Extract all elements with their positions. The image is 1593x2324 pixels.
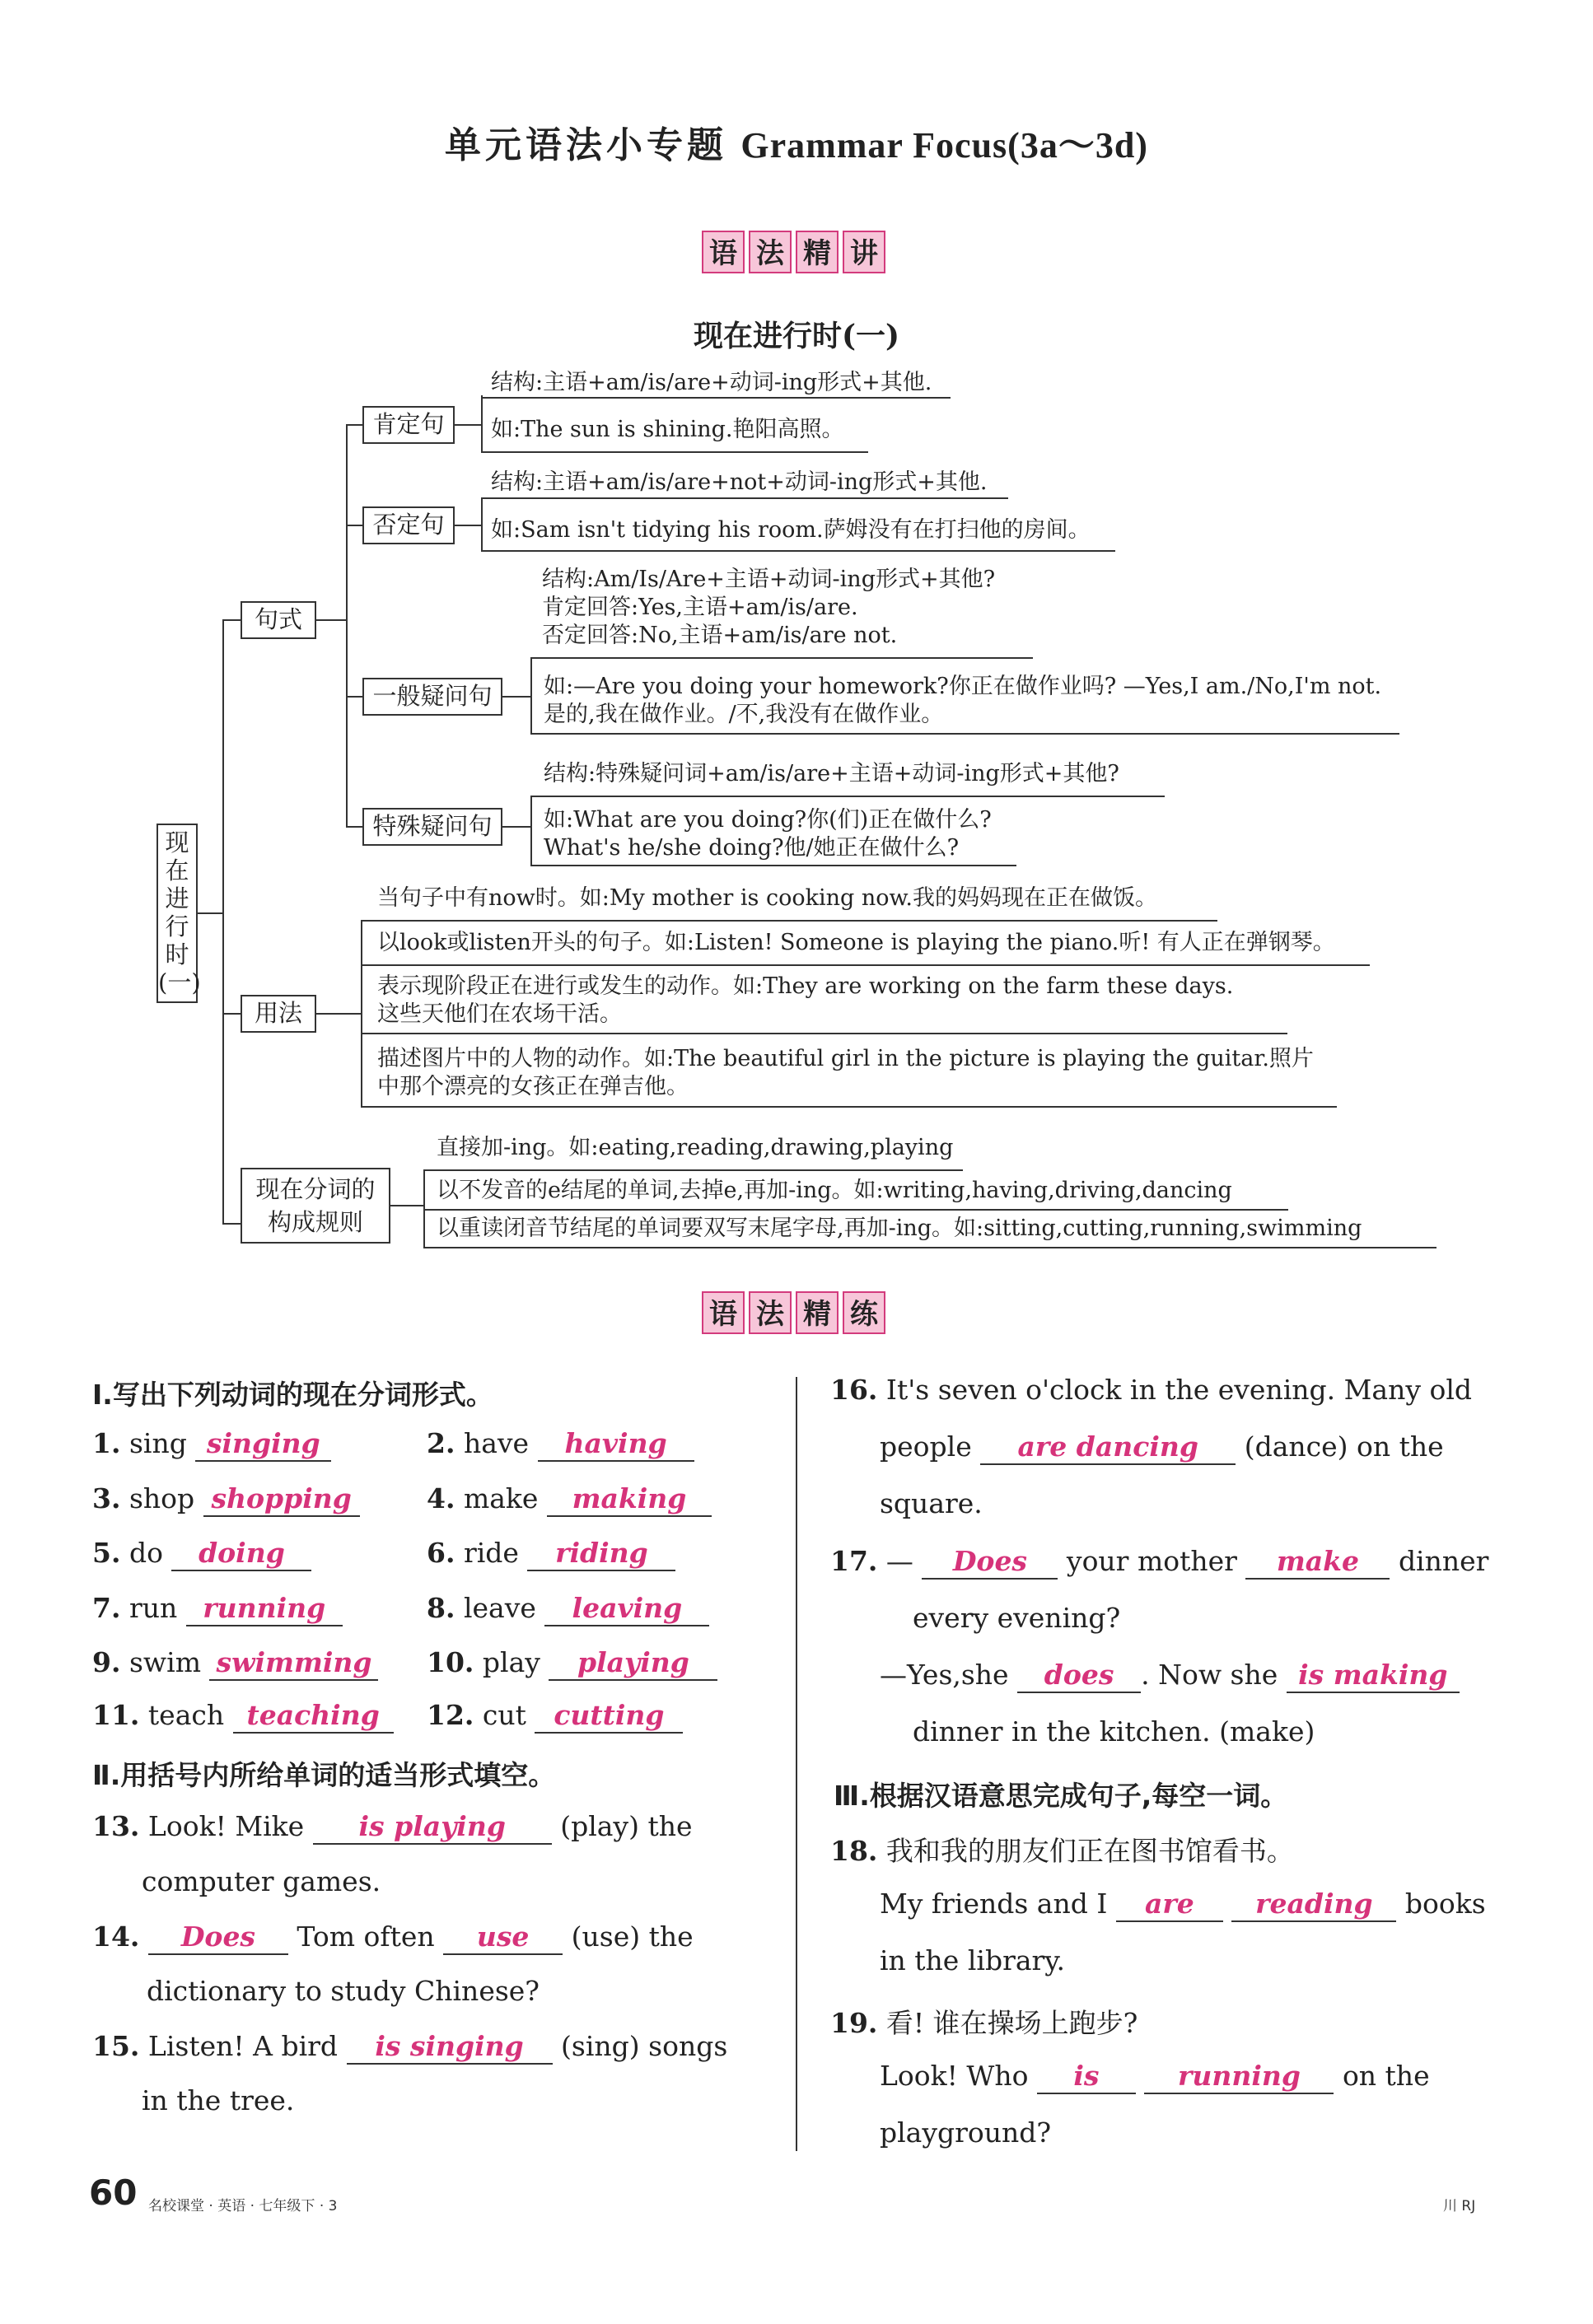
badge-char: 讲 (843, 231, 885, 273)
usage-picture-cn: 中那个漂亮的女孩正在弹吉他。 (377, 1074, 689, 1099)
question-19: 19. 看! 谁在操场上跑步? (830, 2007, 1138, 2039)
branch-usage: 用法 (241, 995, 316, 1033)
question-13-line2: computer games. (142, 1865, 381, 1897)
usage-current-period-cn: 这些天他们在农场干活。 (377, 1001, 622, 1027)
question-17-line3: —Yes,she does . Now she is making (880, 1659, 1460, 1693)
section2-title: Ⅱ.用括号内所给单词的适当形式填空。 (92, 1759, 556, 1791)
book-info: 名校课堂 · 英语 · 七年级下 · 3 (148, 2198, 338, 2214)
answer-blank[interactable]: riding (527, 1537, 675, 1571)
badge-char: 语 (702, 1291, 745, 1334)
badge-char: 语 (702, 231, 745, 273)
participle-rule-2: 以不发音的e结尾的单词,去掉e,再加-ing。如:writing,having,driving,dancing (437, 1178, 1232, 1203)
negative-structure: 结构:主语+am/is/are+not+动词-ing形式+其他. (491, 469, 988, 495)
usage-look-listen: 以look或listen开头的句子。如:Listen! Someone is playing the piano.听! 有人正在弹钢琴。 (377, 930, 1335, 955)
answer-blank[interactable]: use (443, 1920, 563, 1955)
question-16-line3: square. (880, 1487, 983, 1519)
participle-rule-3: 以重读闭音节结尾的单词要双写末尾字母,再加-ing。如:sitting,cutting,running,swimming (437, 1216, 1362, 1241)
question-16: 16. It's seven o'clock in the evening. Many old (830, 1374, 1473, 1406)
badge-char: 法 (749, 1291, 792, 1334)
list-item: 1. sing singing (92, 1427, 331, 1462)
special-question-example1: 如:What are you doing?你(们)正在做什么? (544, 807, 992, 833)
answer-blank[interactable]: cutting (535, 1699, 683, 1734)
list-item: 5. do doing (92, 1537, 311, 1571)
question-18-line2: My friends and I are reading books (880, 1888, 1486, 1922)
badge-char: 精 (796, 231, 839, 273)
answer-blank[interactable]: playing (549, 1646, 717, 1681)
question-18: 18. 我和我的朋友们正在图书馆看书。 (830, 1835, 1294, 1867)
diagram-subtitle: 现在进行时(一) (693, 319, 900, 353)
answer-blank[interactable]: is making (1287, 1659, 1460, 1693)
badge-char: 精 (796, 1291, 839, 1334)
general-question-label: 一般疑问句 (362, 678, 502, 716)
general-question-example2: 是的,我在做作业。/不,我没有在做作业。 (544, 702, 944, 727)
answer-blank[interactable]: is (1037, 2060, 1136, 2094)
question-18-line3: in the library. (880, 1944, 1066, 1976)
page-title (0, 115, 1593, 168)
special-question-example2: What's he/she doing?他/她正在做什么? (544, 835, 960, 861)
list-item: 10. play playing (427, 1646, 717, 1681)
answer-blank[interactable]: having (538, 1427, 694, 1462)
list-item: 12. cut cutting (427, 1699, 683, 1734)
title-en: Grammar Focus(3a～3d) (740, 125, 1148, 166)
page-number: 60 (89, 2172, 138, 2213)
question-16-line2: people are dancing (dance) on the (880, 1430, 1444, 1465)
answer-blank[interactable]: running (186, 1592, 343, 1626)
list-item: 9. swim swimming (92, 1646, 378, 1681)
question-14: 14. Does Tom often use (use) the (92, 1920, 694, 1955)
badge-grammar-explain (702, 231, 885, 273)
badge-char: 法 (749, 231, 792, 273)
question-19-line3: playground? (880, 2116, 1052, 2149)
answer-blank[interactable]: shopping (203, 1482, 360, 1517)
participle-rule-1: 直接加-ing。如:eating,reading,drawing,playing (437, 1135, 954, 1160)
answer-blank[interactable]: does (1017, 1659, 1141, 1693)
special-question-label: 特殊疑问句 (362, 808, 502, 846)
question-15: 15. Listen! A bird is singing (sing) songs (92, 2030, 727, 2065)
general-question-example1: 如:—Are you doing your homework?你正在做作业吗? —Yes,I am./No,I'm not. (544, 674, 1382, 699)
answer-blank[interactable]: teaching (233, 1699, 394, 1734)
badge-grammar-practice (702, 1291, 885, 1334)
usage-now: 当句子中有now时。如:My mother is cooking now.我的妈妈现在正在做饭。 (377, 885, 1157, 911)
general-question-structure: 结构:Am/Is/Are+主语+动词-ing形式+其他? (542, 567, 996, 592)
question-17: 17. — Does your mother make dinner (830, 1545, 1488, 1580)
answer-blank[interactable]: running (1144, 2060, 1334, 2094)
branch-sentence: 句式 (241, 601, 316, 639)
general-question-no: 否定回答:No,主语+am/is/are not. (542, 623, 898, 648)
list-item: 3. shop shopping (92, 1482, 360, 1517)
answer-blank[interactable]: swimming (209, 1646, 378, 1681)
title-cn: 单元语法小专题 (445, 124, 728, 166)
list-item: 4. make making (427, 1482, 712, 1517)
answer-blank[interactable]: is singing (347, 2030, 553, 2065)
list-item: 6. ride riding (427, 1537, 675, 1571)
answer-blank[interactable]: Does (148, 1920, 288, 1955)
section3-title: Ⅲ.根据汉语意思完成句子,每空一词。 (834, 1780, 1288, 1812)
answer-blank[interactable]: doing (171, 1537, 311, 1571)
answer-blank[interactable]: is playing (313, 1810, 552, 1845)
badge-char: 练 (843, 1291, 885, 1334)
affirmative-label: 肯定句 (362, 406, 455, 444)
question-13: 13. Look! Mike is playing (play) the (92, 1810, 693, 1845)
section1-title: Ⅰ.写出下列动词的现在分词形式。 (92, 1379, 493, 1411)
answer-blank[interactable]: leaving (544, 1592, 709, 1626)
list-item: 7. run running (92, 1592, 343, 1626)
question-17-line4: dinner in the kitchen. (make) (913, 1715, 1315, 1748)
answer-blank[interactable]: are (1116, 1888, 1223, 1922)
branch-participle: 现在分词的构成规则 (241, 1168, 390, 1244)
root-node: 现在进行时(一) (156, 824, 198, 1003)
usage-picture: 描述图片中的人物的动作。如:The beautiful girl in the picture is playing the guitar.照片 (377, 1046, 1314, 1071)
question-14-line2: dictionary to study Chinese? (147, 1975, 540, 2007)
list-item: 8. leave leaving (427, 1592, 709, 1626)
negative-label: 否定句 (362, 506, 455, 544)
special-question-structure: 结构:特殊疑问词+am/is/are+主语+动词-ing形式+其他? (544, 761, 1119, 786)
affirmative-example: 如:The sun is shining.艳阳高照。 (491, 417, 844, 442)
answer-blank[interactable]: are dancing (980, 1430, 1236, 1465)
question-19-line2: Look! Who is running on the (880, 2060, 1430, 2094)
answer-blank[interactable]: make (1245, 1545, 1390, 1580)
answer-blank[interactable]: singing (195, 1427, 331, 1462)
question-17-line2: every evening? (913, 1602, 1121, 1634)
list-item: 11. teach teaching (92, 1699, 394, 1734)
question-15-line2: in the tree. (142, 2084, 295, 2116)
answer-blank[interactable]: reading (1231, 1888, 1396, 1922)
answer-blank[interactable]: Does (922, 1545, 1058, 1580)
edition-code: 川 RJ (1443, 2198, 1476, 2214)
list-item: 2. have having (427, 1427, 694, 1462)
negative-example: 如:Sam isn't tidying his room.萨姆没有在打扫他的房间。 (491, 517, 1091, 543)
affirmative-structure: 结构:主语+am/is/are+动词-ing形式+其他. (491, 370, 932, 395)
answer-blank[interactable]: making (547, 1482, 712, 1517)
general-question-yes: 肯定回答:Yes,主语+am/is/are. (542, 595, 858, 620)
usage-current-period: 表示现阶段正在进行或发生的动作。如:They are working on the farm these days. (377, 973, 1234, 999)
